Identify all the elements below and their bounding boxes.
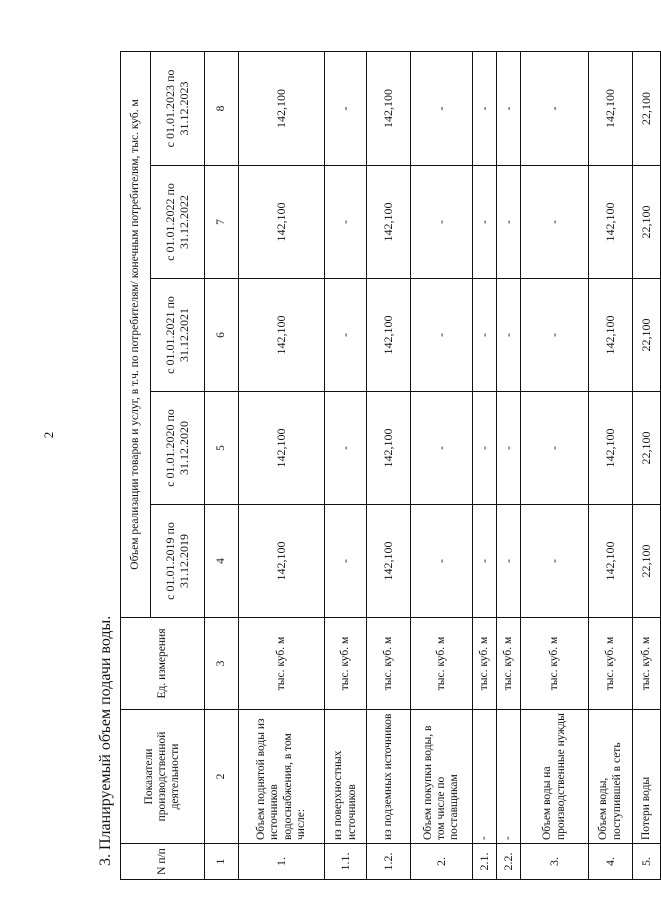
row-value: - [473, 279, 497, 392]
row-value: 22,100 [633, 279, 661, 392]
column-number: 5 [205, 392, 239, 505]
rotated-document [92, 30, 653, 880]
row-value: - [473, 51, 497, 165]
section-heading: 3. Планируемый объем подачи воды. [97, 615, 114, 866]
table-row [473, 51, 497, 879]
row-value: 142,100 [589, 51, 633, 165]
row-unit: тыс. куб. м [411, 618, 473, 710]
row-value: - [411, 392, 473, 505]
table-row [589, 51, 633, 879]
row-value: - [325, 279, 367, 392]
row-value: - [325, 51, 367, 165]
row-value: - [411, 279, 473, 392]
row-value: 142,100 [239, 51, 325, 165]
row-value: - [521, 505, 589, 618]
row-value: - [473, 392, 497, 505]
row-number: 2.1. [473, 844, 497, 880]
column-number: 6 [205, 279, 239, 392]
period-header: с 01.01.2020 по 31.12.2020 [151, 392, 205, 505]
row-value: - [473, 166, 497, 279]
row-unit: тыс. куб. м [589, 618, 633, 710]
period-header: с 01.01.2022 по 31.12.2022 [151, 166, 205, 279]
row-number: 4. [589, 844, 633, 880]
row-value: 142,100 [589, 392, 633, 505]
row-value: - [521, 51, 589, 165]
page-number: 2 [41, 431, 56, 439]
row-number: 1.2. [367, 844, 411, 880]
header-n: N п/п [121, 844, 205, 880]
row-value: 142,100 [239, 279, 325, 392]
row-indicator: Объем воды на производственные нужды [521, 710, 589, 844]
row-indicator: Потери воды [633, 710, 661, 844]
row-value: 22,100 [633, 505, 661, 618]
row-value: 142,100 [239, 392, 325, 505]
column-number: 2 [205, 710, 239, 844]
row-number: 1. [239, 844, 325, 880]
row-number: 5. [633, 844, 661, 880]
row-value: - [497, 505, 521, 618]
column-number: 1 [205, 844, 239, 880]
row-indicator: из подземных источников [367, 710, 411, 844]
row-value: 22,100 [633, 51, 661, 165]
row-unit: тыс. куб. м [367, 618, 411, 710]
row-value: 22,100 [633, 166, 661, 279]
row-value: 142,100 [367, 279, 411, 392]
row-unit: тыс. куб. м [239, 618, 325, 710]
row-value: 142,100 [367, 392, 411, 505]
row-value: 142,100 [589, 279, 633, 392]
row-indicator: из поверхностных источников [325, 710, 367, 844]
header-row-1 [121, 51, 151, 879]
row-unit: тыс. куб. м [473, 618, 497, 710]
table-row [521, 51, 589, 879]
row-value: - [411, 505, 473, 618]
column-number: 4 [205, 505, 239, 618]
row-value: 142,100 [239, 166, 325, 279]
row-value: - [411, 51, 473, 165]
row-indicator: - [473, 710, 497, 844]
row-value: - [473, 505, 497, 618]
table-row [367, 51, 411, 879]
row-number: 2.2. [497, 844, 521, 880]
row-number: 3. [521, 844, 589, 880]
water-supply-table [120, 51, 661, 880]
row-indicator: Объем воды, поступившей в сеть [589, 710, 633, 844]
table-row [239, 51, 325, 879]
row-value: 142,100 [239, 505, 325, 618]
row-indicator: - [497, 710, 521, 844]
row-unit: тыс. куб. м [497, 618, 521, 710]
row-unit: тыс. куб. м [325, 618, 367, 710]
row-unit: тыс. куб. м [521, 618, 589, 710]
row-value: - [411, 166, 473, 279]
row-unit: тыс. куб. м [633, 618, 661, 710]
row-value: - [497, 279, 521, 392]
column-number: 3 [205, 618, 239, 710]
header-volume: Объем реализации товаров и услуг, в т.ч. по потребителям/ конечным потребителям, тыс. куб. м [121, 51, 151, 617]
table-row [325, 51, 367, 879]
row-value: - [497, 51, 521, 165]
row-value: 142,100 [367, 166, 411, 279]
period-header: с 01.01.2023 по 31.12.2023 [151, 51, 205, 165]
header-unit: Ед. измерения [121, 618, 205, 710]
row-value: - [521, 166, 589, 279]
header-indicator: Показатели производственной деятельности [121, 710, 205, 844]
period-header: с 01.01.2021 по 31.12.2021 [151, 279, 205, 392]
row-value: 142,100 [589, 166, 633, 279]
column-number: 7 [205, 166, 239, 279]
row-indicator: Объем поднятой воды из источников водоснабжения, в том числе: [239, 710, 325, 844]
table-row [633, 51, 661, 879]
row-value: - [325, 505, 367, 618]
column-number: 8 [205, 51, 239, 165]
table-row [497, 51, 521, 879]
row-value: - [521, 392, 589, 505]
row-number: 2. [411, 844, 473, 880]
table-row [411, 51, 473, 879]
period-header: с 01.01.2019 по 31.12.2019 [151, 505, 205, 618]
row-value: - [521, 279, 589, 392]
row-indicator: Объем покупки воды, в том числе по поставщикам [411, 710, 473, 844]
row-value: - [497, 166, 521, 279]
row-number: 1.1. [325, 844, 367, 880]
column-number-row [205, 51, 239, 879]
row-value: - [325, 392, 367, 505]
row-value: - [497, 392, 521, 505]
row-value: 142,100 [367, 51, 411, 165]
row-value: 142,100 [367, 505, 411, 618]
row-value: 22,100 [633, 392, 661, 505]
row-value: - [325, 166, 367, 279]
row-value: 142,100 [589, 505, 633, 618]
